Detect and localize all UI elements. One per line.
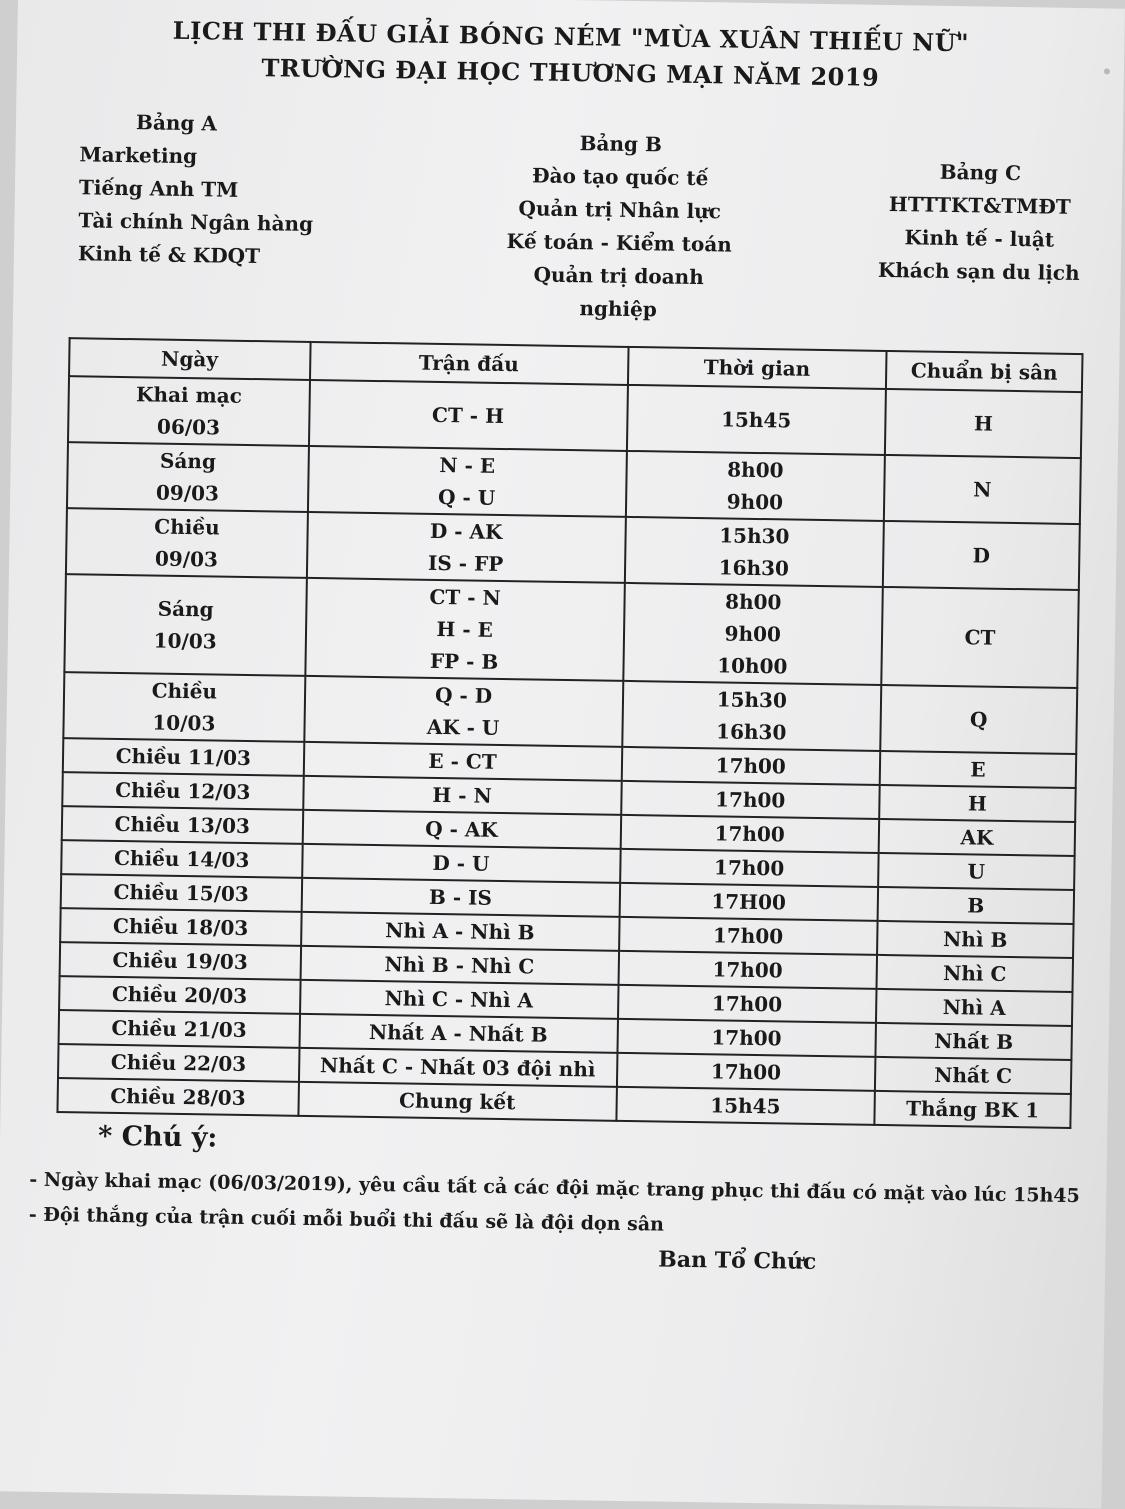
note-heading: * Chú ý:: [97, 1120, 218, 1154]
cell-match-line: Q - U: [437, 484, 496, 510]
cell-match-line: Q - AK: [425, 816, 498, 842]
cell-match-line: Chung kết: [398, 1088, 516, 1115]
cell-match: [299, 1014, 617, 1053]
note-line: - Ngày khai mạc (06/03/2019), yêu cầu tất cả các đội mặc trang phục thi đấu có mặt vào lúc 15h45: [29, 1168, 1081, 1208]
cell-match: [305, 578, 624, 681]
cell-day-line: 06/03: [156, 414, 221, 440]
schedule-body: [57, 376, 1081, 1128]
cell-match-line: CT - H: [431, 402, 505, 428]
group-a-heading: Bảng A: [135, 110, 218, 136]
cell-day-line: 10/03: [152, 710, 216, 736]
cell-day: [64, 574, 306, 676]
cell-day: [61, 840, 302, 878]
cell-match: [301, 878, 619, 917]
cell-day: [61, 874, 302, 912]
cell-match-line: IS - FP: [427, 550, 504, 576]
cell-time-line: 16h30: [715, 719, 787, 745]
cell-match: [309, 380, 628, 451]
cell-court-prep: H: [879, 785, 1076, 822]
cell-court-prep: D: [883, 521, 1080, 590]
group-b-team: Kế toán - Kiểm toán: [506, 229, 733, 257]
cell-court-prep: Q: [880, 685, 1077, 754]
header-match: Trận đấu: [310, 342, 629, 385]
cell-match: [300, 946, 618, 985]
cell-day-line: 09/03: [154, 546, 219, 572]
cell-day-line: Chiều 19/03: [112, 947, 248, 975]
group-b-team: Đào tạo quốc tế: [531, 163, 709, 191]
cell-match-line: E - CT: [428, 748, 497, 774]
cell-court-prep: Nhất B: [875, 1023, 1072, 1060]
cell-match: [300, 980, 618, 1019]
cell-time: [619, 917, 878, 955]
cell-day-line: Chiều 18/03: [112, 913, 249, 941]
cell-day-line: Chiều 12/03: [114, 777, 251, 805]
group-a-team: Marketing: [79, 142, 198, 169]
cell-day-line: Chiều: [154, 514, 220, 540]
cell-time-line: 10h00: [717, 653, 788, 679]
cell-time: [617, 1019, 876, 1057]
paper-mark: [1104, 68, 1110, 74]
cell-day-line: Chiều 15/03: [113, 879, 250, 907]
cell-match: [301, 912, 619, 951]
group-a: [78, 105, 315, 274]
cell-time: [626, 385, 885, 455]
cell-time: [624, 517, 883, 587]
cell-match: [299, 1048, 617, 1087]
cell-match-line: FP - B: [429, 648, 499, 674]
cell-time: [618, 985, 877, 1023]
cell-day-line: 09/03: [155, 480, 220, 506]
cell-match: [303, 742, 621, 781]
cell-court-prep: B: [878, 887, 1075, 924]
cell-match: [302, 810, 620, 849]
cell-day: [67, 442, 309, 512]
cell-time-line: 9h00: [724, 621, 782, 647]
header-court-prep: Chuẩn bị sân: [886, 351, 1083, 392]
header-time: Thời gian: [627, 347, 886, 389]
cell-time: [616, 1087, 875, 1125]
cell-time-line: 17h00: [712, 923, 784, 949]
cell-time: [616, 1053, 875, 1091]
cell-match-line: Nhì A - Nhì B: [384, 918, 535, 945]
cell-time-line: 17h00: [711, 1025, 782, 1051]
cell-day: [68, 376, 310, 446]
cell-time: [621, 747, 880, 785]
cell-match: [302, 844, 620, 883]
cell-court-prep: N: [884, 455, 1081, 524]
cell-time-line: 17h00: [713, 855, 785, 881]
cell-match-line: Nhì B - Nhì C: [384, 952, 535, 979]
cell-day: [62, 772, 303, 810]
cell-time: [618, 951, 877, 989]
cell-day-line: 10/03: [153, 628, 217, 654]
cell-time-line: 17h00: [715, 753, 787, 779]
document-title: LỊCH THI ĐẤU GIẢI BÓNG NÉM "MÙA XUÂN THIẾU NỮ": [172, 15, 970, 58]
group-b-team: Quản trị Nhân lực: [518, 196, 722, 224]
cell-match-line: D - U: [432, 850, 490, 876]
cell-day-line: Chiều 11/03: [115, 743, 252, 771]
cell-match: [304, 676, 623, 747]
cell-match-line: H - N: [432, 782, 492, 808]
cell-court-prep: E: [880, 751, 1077, 788]
cell-day-line: Chiều 14/03: [113, 845, 250, 873]
cell-match-line: B - IS: [428, 884, 493, 910]
cell-time: [620, 815, 879, 853]
cell-time-line: 17H00: [711, 889, 787, 915]
document-subtitle: TRƯỜNG ĐẠI HỌC THƯƠNG MẠI NĂM 2019: [261, 53, 880, 92]
cell-time-line: 15h45: [710, 1093, 781, 1119]
cell-match-line: Nhì C - Nhì A: [384, 986, 534, 1013]
cell-day: [58, 1044, 299, 1082]
group-c-team: Kinh tế - luật: [904, 225, 1055, 252]
cell-time: [623, 583, 883, 685]
cell-time-line: 17h00: [712, 957, 783, 983]
cell-court-prep: Nhì B: [877, 921, 1074, 958]
cell-time-line: 17h00: [714, 787, 786, 813]
cell-day: [59, 1010, 300, 1048]
cell-day: [60, 942, 301, 980]
cell-court-prep: Nhì C: [876, 955, 1073, 992]
cell-match: [306, 512, 625, 583]
cell-court-prep: H: [885, 389, 1082, 458]
cell-day: [57, 1078, 298, 1116]
cell-match-line: Nhất C - Nhất 03 đội nhì: [319, 1053, 596, 1082]
cell-day-line: Chiều 28/03: [110, 1083, 246, 1111]
cell-time-line: 8h00: [727, 457, 784, 483]
group-a-team: Kinh tế & KDQT: [77, 241, 261, 269]
cell-day-line: Sáng: [159, 448, 217, 474]
cell-time-line: 17h00: [714, 821, 785, 847]
header-day: Ngày: [69, 338, 310, 380]
cell-day-line: Sáng: [157, 596, 214, 622]
cell-day: [60, 908, 301, 946]
cell-court-prep: Nhì A: [876, 989, 1073, 1026]
signature: Ban Tổ Chức: [658, 1246, 817, 1275]
cell-court-prep: AK: [879, 819, 1076, 856]
group-c-heading: Bảng C: [939, 159, 1022, 186]
cell-day: [63, 672, 305, 742]
group-c: [874, 155, 1086, 290]
group-b-heading: Bảng B: [579, 131, 663, 157]
cell-day: [63, 738, 304, 776]
cell-day-line: Khai mạc: [135, 382, 243, 408]
cell-match: [303, 776, 621, 815]
cell-court-prep: Thắng BK 1: [874, 1091, 1071, 1128]
cell-day: [66, 508, 308, 578]
group-a-team: Tiếng Anh TM: [78, 175, 239, 202]
cell-day-line: Chiều 21/03: [111, 1015, 247, 1043]
group-b: [493, 126, 746, 328]
cell-time-line: 15h30: [716, 687, 788, 713]
cell-court-prep: U: [878, 853, 1075, 890]
cell-court-prep: Nhất C: [875, 1057, 1072, 1094]
group-c-team: HTTTKT&TMĐT: [888, 192, 1071, 219]
cell-day-line: Chiều 20/03: [111, 981, 248, 1009]
cell-court-prep: CT: [881, 587, 1079, 688]
table-row: [64, 574, 1078, 688]
cell-time-line: 17h00: [710, 1059, 782, 1085]
cell-time: [620, 849, 879, 887]
cell-match: [307, 446, 626, 517]
cell-time-line: 15h30: [719, 523, 790, 549]
cell-day: [59, 976, 300, 1014]
cell-day-line: Chiều 22/03: [110, 1049, 247, 1077]
cell-match-line: Nhất A - Nhất B: [368, 1019, 548, 1047]
cell-day: [62, 806, 303, 844]
cell-match-line: CT - N: [429, 584, 501, 610]
cell-time: [622, 681, 881, 751]
group-c-team: Khách sạn du lịch: [877, 257, 1080, 286]
cell-time: [625, 451, 884, 521]
cell-time-line: 16h30: [718, 555, 790, 581]
cell-match-line: N - E: [439, 452, 496, 478]
cell-match-line: D - AK: [429, 518, 503, 544]
cell-day-line: Chiều 13/03: [114, 811, 251, 839]
cell-time-line: 8h00: [724, 589, 782, 615]
cell-time: [619, 883, 878, 921]
note-line: - Đội thắng của trận cuối mỗi buổi thi đấu sẽ là đội dọn sân: [28, 1203, 665, 1236]
cell-match-line: H - E: [436, 616, 494, 642]
cell-day-line: Chiều: [151, 678, 218, 704]
cell-time: [621, 781, 880, 819]
cell-time-line: 15h45: [720, 407, 792, 433]
cell-match-line: Q - D: [434, 682, 493, 708]
group-b-team: Quản trị doanh nghiệp: [533, 262, 704, 322]
schedule-table: [56, 337, 1083, 1129]
cell-match-line: AK - U: [426, 714, 500, 740]
cell-match: [298, 1082, 616, 1121]
cell-time-line: 17h00: [711, 991, 783, 1017]
group-a-team: Tài chính Ngân hàng: [78, 208, 314, 236]
cell-time-line: 9h00: [726, 489, 784, 515]
